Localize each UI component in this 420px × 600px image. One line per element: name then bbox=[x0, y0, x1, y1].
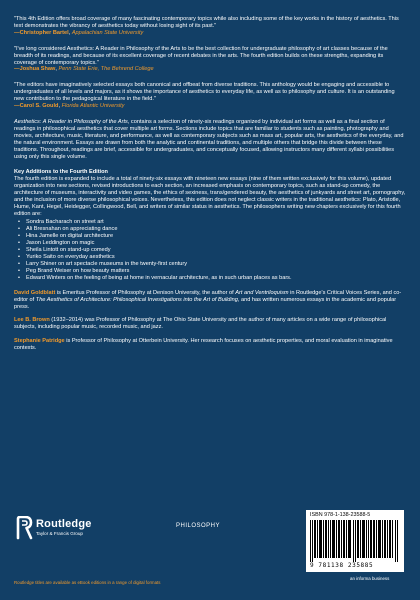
editor-bio-goldblatt: David Goldblatt is Emeritus Professor of Philosophy at Denison University, the author of Art and Ventriloquism in Routledge's Critical Voices Series, and co-editor of The Aesthetics of Architecture: Philosophical Investigations into the Art of Building, and has written numerous essays in the academic and popular press. bbox=[14, 289, 402, 310]
editor-bio-brown: Lee B. Brown (1932–2014) was Professor of Philosophy at The Ohio State University and the author of many articles on a wide range of philosophical subjects, including popular music, recorded music, and jazz. bbox=[14, 317, 387, 331]
editor-bio-patridge: Stephanie Patridge is Professor of Philosophy at Otterbein University. Her research focuses on aesthetic properties, and moral evaluation in imaginative contexts. bbox=[14, 338, 393, 352]
endorser-institution: Penn State Erie, The Behrend College bbox=[58, 66, 154, 73]
endorser-name: Christopher Bartel bbox=[19, 29, 69, 36]
endorsement-3 bbox=[14, 82, 406, 110]
endorser-name: Carol S. Gould bbox=[19, 103, 59, 110]
endorser-institution: Florida Atlantic University bbox=[61, 103, 125, 110]
list-item: • Jason Leddington on magic bbox=[26, 240, 406, 247]
endorsement-1 bbox=[14, 16, 406, 37]
publisher-subtitle: Taylor & Francis Group bbox=[36, 531, 83, 536]
endorsement-attribution: —Carol S. Gould, Florida Atlantic University bbox=[14, 103, 125, 110]
list-item: • Sheila Lintott on stand-up comedy bbox=[26, 247, 406, 254]
endorsement-attribution: —Joshua Shaw, Penn State Erie, The Behrend College bbox=[14, 66, 154, 73]
list-item: • Hina Jamelle on digital architecture bbox=[26, 233, 406, 240]
list-item: • Ali Bresnahan on appreciating dance bbox=[26, 226, 406, 233]
publisher-name: Routledge bbox=[36, 518, 92, 530]
informa-tagline: an informa business bbox=[350, 576, 390, 581]
list-item: • Larry Shiner on art spectacle museums in the twenty-first century bbox=[26, 261, 406, 268]
endorsement-text: "This 4th Edition offers broad coverage of many fascinating contemporary topics while also including some of the key works in the history of aesthetics. This text demonstrates the vibrancy of aesthetics today without losing sight of its past." bbox=[14, 16, 399, 29]
barcode bbox=[306, 510, 404, 572]
barcode-number: 9 781138 235885 bbox=[310, 562, 374, 569]
key-additions-heading: Key Additions to the Fourth Edition bbox=[14, 169, 108, 176]
new-chapters-list bbox=[14, 219, 406, 282]
endorser-institution: Appalachian State University bbox=[71, 29, 144, 36]
editor-name: Stephanie Patridge bbox=[14, 338, 65, 345]
editor-name: David Goldblatt bbox=[14, 289, 56, 296]
routledge-r-icon bbox=[14, 516, 34, 540]
key-additions-text: The fourth edition is expanded to include a total of ninety-six essays with nineteen new essays (nine of them written exclusively for this volume), updated organization into new sections, revised introductions to each section, an increased emphasis on contemporary topics, such as stand-up comedy, the architecture of museums, interactivity and video games, the ethics of sexiness, trans/gendered beauty, the aesthetics of junkyards and street art, pornography, and the inclusion of more diverse philosophical voices. Nevertheless, this edition does not neglect classic writers in the traditional aesthetics: Plato, Aristotle, Hume, Kant, Hegel, Heidegger, Collingwood, Bell, and writers of similar status in aesthetics. The philosophers writing new chapters exclusively for this fourth edition are: bbox=[14, 176, 406, 217]
subject-category: PHILOSOPHY bbox=[176, 523, 221, 529]
barcode-bars bbox=[310, 520, 400, 562]
list-item: • Peg Brand Weiser on how beauty matters bbox=[26, 268, 406, 275]
list-item: • Edward Winters on the feeling of being at home in vernacular architecture, as in such urban places as bars. bbox=[26, 275, 406, 282]
book-title: Aesthetics: A Reader in Philosophy of the Arts bbox=[14, 118, 128, 125]
endorser-name: Joshua Shaw bbox=[19, 66, 56, 73]
isbn-label: ISBN 978-1-138-23588-5 bbox=[310, 512, 371, 518]
editor-name: Lee B. Brown bbox=[14, 317, 50, 324]
endorsement-text: "I've long considered Aesthetics: A Reader in Philosophy of the Arts to be the best collection for undergraduate philosophy of art classes because of the breadth of its readings, and because of its excellent coverage of recent debates in the arts. The fourth edition builds on these strengths, expanding its coverage of contemporary topics." bbox=[14, 45, 388, 66]
cover-footer bbox=[0, 506, 420, 600]
cover-text bbox=[14, 16, 406, 359]
endorsement-text: "The editors have imaginatively selected essays both canonical and offbeat from diverse traditions. This anthology would be engaging and accessible to undergraduates of all levels and majors, as it shows the importance of aesthetics to everyday life, as well as to philosophy and culture. It is an outstanding new contribution to the pedagogical literature in the field." bbox=[14, 82, 395, 103]
publisher-logo bbox=[14, 516, 92, 556]
book-description bbox=[14, 119, 406, 160]
endorsement-attribution: —Christopher Bartel, Appalachian State University bbox=[14, 29, 144, 36]
ebook-note: Routledge titles are available as eBook editions in a range of digital formats bbox=[14, 580, 161, 585]
description-text: , contains a selection of ninety-six readings organized by individual art forms as well as a final section of readings in philosophical aesthetics that cover multiple art forms. Sections include topics that are familiar to students such as painting, photography and movies, architecture, music, literature, and performance, as well as contemporary subjects such as mass art, popular arts, the aesthetics of the everyday, and the natural environment. Essays are drawn from both the analytic and continental traditions, and multiple others that bridge this divide between these traditions. Throughout, readings are brief, accessible for undergraduates, and conceptually focused, allowing instructors many different syllabi possibilities using only this single volume. bbox=[14, 118, 404, 160]
list-item: • Sondra Bacharach on street art bbox=[26, 219, 406, 226]
endorsement-2 bbox=[14, 46, 406, 74]
list-item: • Yuriko Saito on everyday aesthetics bbox=[26, 254, 406, 261]
